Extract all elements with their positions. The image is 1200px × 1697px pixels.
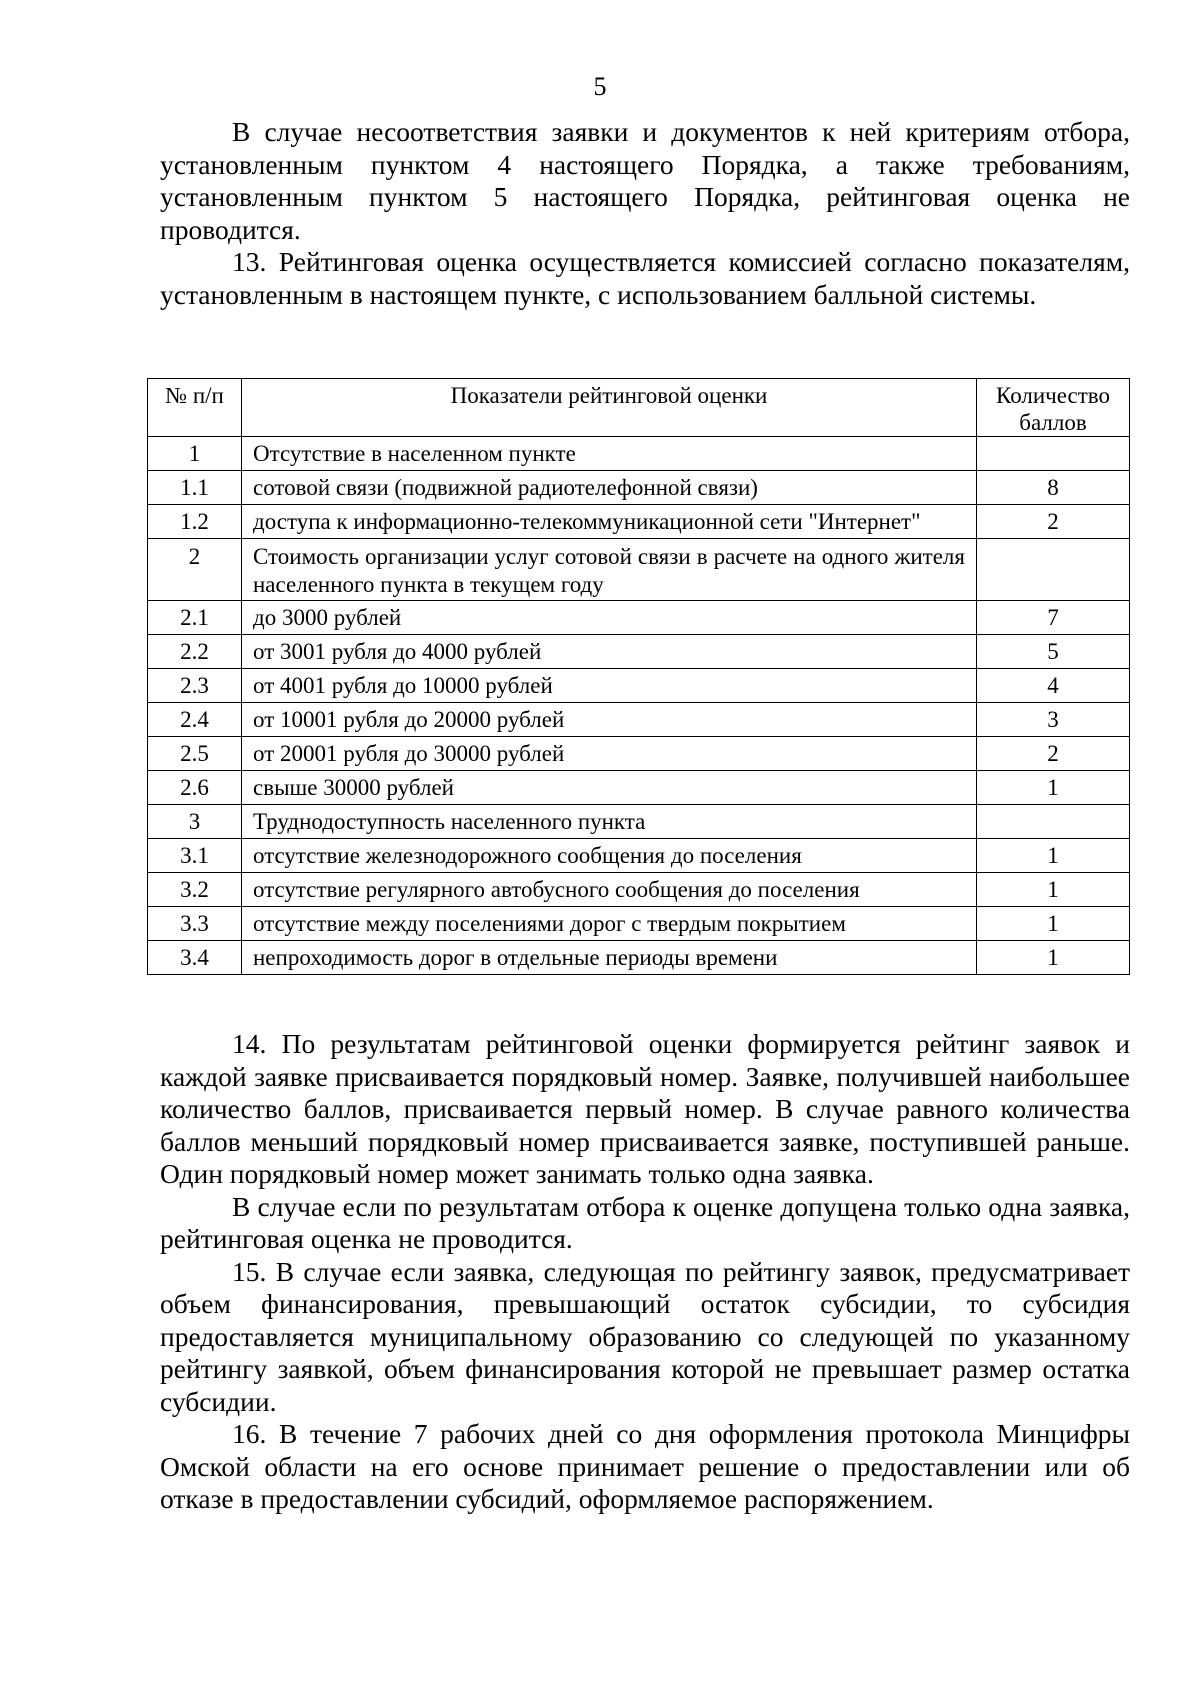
rating-table bbox=[147, 378, 1130, 975]
table-header-row bbox=[148, 379, 1130, 437]
row-number: 2.4 bbox=[148, 703, 242, 737]
row-number: 2.5 bbox=[148, 737, 242, 771]
row-text: отсутствие регулярного автобусного сообщения до поселения bbox=[242, 873, 977, 907]
row-points: 3 bbox=[977, 703, 1130, 737]
row-text: непроходимость дорог в отдельные периоды времени bbox=[242, 941, 977, 975]
body-text bbox=[160, 1028, 1130, 1516]
table-row bbox=[148, 437, 1130, 471]
table-row bbox=[148, 635, 1130, 669]
table-row bbox=[148, 471, 1130, 505]
row-number: 2.1 bbox=[148, 601, 242, 635]
intro-text bbox=[160, 116, 1130, 311]
row-points: 1 bbox=[977, 873, 1130, 907]
row-number: 2.3 bbox=[148, 669, 242, 703]
header-number: № п/п bbox=[148, 379, 242, 437]
row-number: 1.2 bbox=[148, 505, 242, 539]
row-points bbox=[977, 539, 1130, 601]
row-text: Труднодоступность населенного пункта bbox=[242, 805, 977, 839]
row-text: отсутствие между поселениями дорог с твердым покрытием bbox=[242, 907, 977, 941]
row-text: доступа к информационно-телекоммуникационной сети "Интернет" bbox=[242, 505, 977, 539]
row-number: 3.2 bbox=[148, 873, 242, 907]
row-points: 5 bbox=[977, 635, 1130, 669]
row-text: Стоимость организации услуг сотовой связи в расчете на одного жителя населенного пункта в текущем году bbox=[242, 539, 977, 601]
row-text: Отсутствие в населенном пункте bbox=[242, 437, 977, 471]
row-number: 3.1 bbox=[148, 839, 242, 873]
row-points bbox=[977, 805, 1130, 839]
paragraph-nonconformity: В случае несоответствия заявки и документов к ней критериям отбора, установленным пунктом 4 настоящего Порядка, а также требованиям, установленным пунктом 5 настоящего Порядка, рейтинговая оценка не проводится. bbox=[160, 116, 1130, 245]
row-number: 1.1 bbox=[148, 471, 242, 505]
row-text: свыше 30000 рублей bbox=[242, 771, 977, 805]
table-row bbox=[148, 771, 1130, 805]
table-row bbox=[148, 941, 1130, 975]
table-row bbox=[148, 505, 1130, 539]
row-text: от 3001 рубля до 4000 рублей bbox=[242, 635, 977, 669]
row-points: 2 bbox=[977, 737, 1130, 771]
page-number: 5 bbox=[593, 72, 607, 101]
table-row bbox=[148, 805, 1130, 839]
table-row bbox=[148, 539, 1130, 601]
row-text: от 4001 рубля до 10000 рублей bbox=[242, 669, 977, 703]
table-row bbox=[148, 873, 1130, 907]
paragraph-single-application: В случае если по результатам отбора к оценке допущена только одна заявка, рейтинговая оценка не проводится. bbox=[160, 1190, 1130, 1254]
row-number: 2.6 bbox=[148, 771, 242, 805]
row-text: от 10001 рубля до 20000 рублей bbox=[242, 703, 977, 737]
header-indicators: Показатели рейтинговой оценки bbox=[242, 379, 977, 437]
row-points: 4 bbox=[977, 669, 1130, 703]
table-row bbox=[148, 703, 1130, 737]
table-row bbox=[148, 907, 1130, 941]
row-points: 1 bbox=[977, 907, 1130, 941]
paragraph-14: 14. По результатам рейтинговой оценки формируется рейтинг заявок и каждой заявке присваивается порядковый номер. Заявке, получившей наибольшее количество баллов, присваивается первый номер. В случае равного количества баллов меньший порядковый номер присваивается заявке, поступившей раньше. Один порядковый номер может занимать только одна заявка. bbox=[160, 1028, 1130, 1189]
row-number: 3.3 bbox=[148, 907, 242, 941]
paragraph-15: 15. В случае если заявка, следующая по рейтингу заявок, предусматривает объем финансирования, превышающий остаток субсидии, то субсидия предоставляется муниципальному образованию со следующей по указанному рейтингу заявкой, объем финансирования которой не превышает размер остатка субсидии. bbox=[160, 1255, 1130, 1417]
row-points: 1 bbox=[977, 941, 1130, 975]
table-row bbox=[148, 669, 1130, 703]
row-text: сотовой связи (подвижной радиотелефонной связи) bbox=[242, 471, 977, 505]
row-number: 2.2 bbox=[148, 635, 242, 669]
row-number: 2 bbox=[148, 539, 242, 601]
row-text: от 20001 рубля до 30000 рублей bbox=[242, 737, 977, 771]
row-number: 1 bbox=[148, 437, 242, 471]
paragraph-13: 13. Рейтинговая оценка осуществляется комиссией согласно показателям, установленным в настоящем пункте, с использованием балльной системы. bbox=[160, 246, 1130, 310]
row-points: 2 bbox=[977, 505, 1130, 539]
row-points: 1 bbox=[977, 839, 1130, 873]
paragraph-16: 16. В течение 7 рабочих дней со дня оформления протокола Минцифры Омской области на его основе принимает решение о предоставлении или об отказе в предоставлении субсидий, оформляемое распоряжением. bbox=[160, 1418, 1130, 1514]
row-number: 3.4 bbox=[148, 941, 242, 975]
table-row bbox=[148, 601, 1130, 635]
row-text: отсутствие железнодорожного сообщения до поселения bbox=[242, 839, 977, 873]
row-text: до 3000 рублей bbox=[242, 601, 977, 635]
row-points: 8 bbox=[977, 471, 1130, 505]
row-points bbox=[977, 437, 1130, 471]
header-points: Количество баллов bbox=[977, 379, 1130, 437]
row-number: 3 bbox=[148, 805, 242, 839]
table-row bbox=[148, 839, 1130, 873]
row-points: 1 bbox=[977, 771, 1130, 805]
row-points: 7 bbox=[977, 601, 1130, 635]
table-row bbox=[148, 737, 1130, 771]
